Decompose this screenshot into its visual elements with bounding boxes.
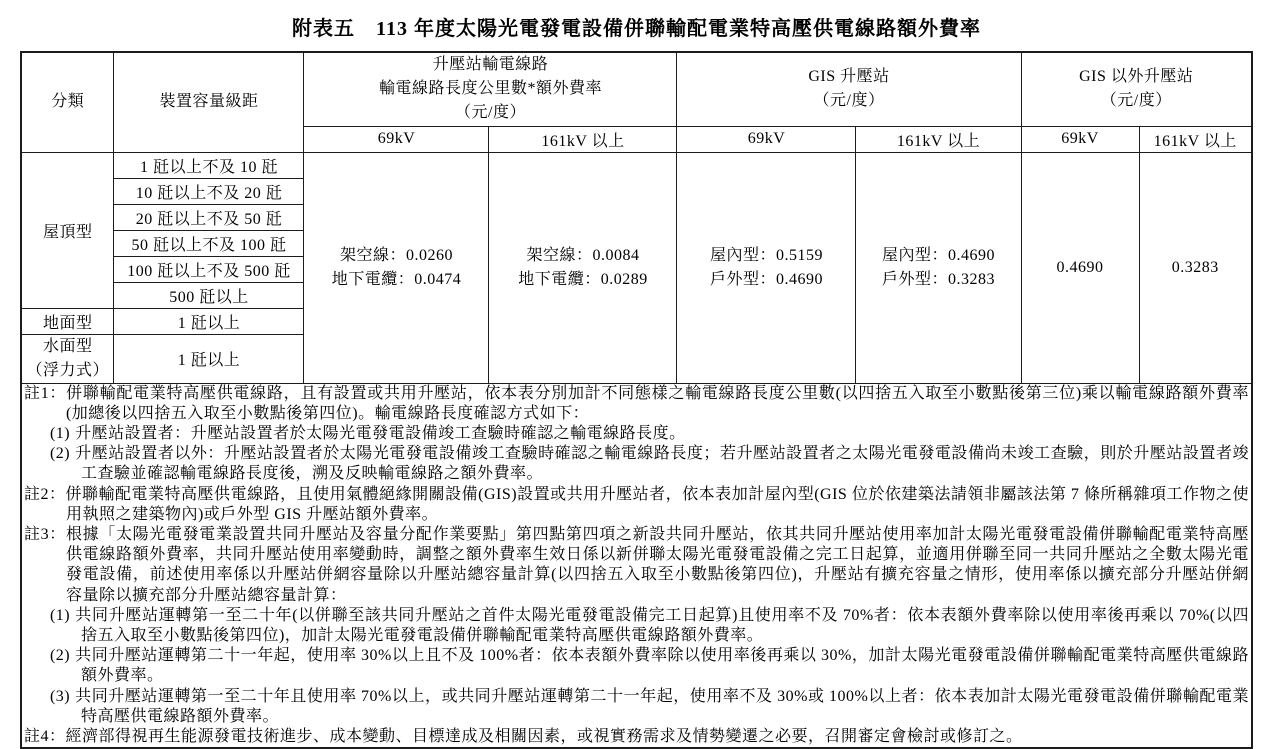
col-header-gis-substation: [677, 52, 1021, 126]
capacity-range: 500 瓩以上: [114, 282, 304, 308]
subheader-tx-161kv: 161kV 以上: [489, 126, 677, 152]
note-text: 經濟部得視再生能源發電技術進步、成本變動、目標達成及相關因素，或視實務需求及情勢變遷之必要，召開審定會檢討或修訂之。: [65, 727, 1023, 745]
col-header-capacity: 裝置容量級距: [114, 52, 304, 152]
header-line: （元/度）: [1100, 92, 1172, 110]
table-row: [21, 152, 1252, 178]
note-label: 註1：: [23, 384, 67, 402]
category-rooftop: 屋頂型: [21, 152, 114, 308]
value-line: 屋內型：0.4690: [881, 246, 995, 264]
value-tx-161kv: [489, 152, 677, 383]
note-text: 併聯輸配電業特高壓供電線路，且有設置或共用升壓站，依本表分別加計不同態樣之輸電線路長度公里數(以四捨五入取至小數點後第三位)乘以輸電線路額外費率(加總後以四捨五入取至小數點後第四位)。輸電線路長度確認方式如下：: [65, 384, 1249, 422]
capacity-range: 50 瓩以上不及 100 瓩: [114, 230, 304, 256]
note-item-text: 共同升壓站運轉第一至二十年(以併聯至該共同升壓站之首件太陽光電發電設備完工日起算)且使用率不及 70%者：依本表額外費率除以使用率後再乘以 70%(以四捨五入取至小數點後第四位)，加計太陽光電發電設備併聯輸配電業特高壓供電線路額外費率。: [75, 606, 1250, 644]
subheader-tx-69kv: 69kV: [304, 126, 489, 152]
note-3-item-3: [50, 687, 1249, 727]
value-nongis-161kv: 0.3283: [1139, 152, 1252, 383]
rate-table: [20, 51, 1253, 749]
value-line: 架空線：0.0260: [339, 246, 453, 264]
note-item-text: 升壓站設置者：升壓站設置者於太陽光電發電設備竣工查驗時確認之輸電線路長度。: [75, 424, 686, 442]
capacity-range: 20 瓩以上不及 50 瓩: [114, 204, 304, 230]
header-line: （元/度）: [813, 92, 885, 110]
note-item-label: (1): [49, 606, 71, 624]
note-1-item-1: [50, 424, 1249, 444]
note-text: 根據「太陽光電發電業設置共同升壓站及容量分配作業要點」第四點第四項之新設共同升壓站，依其共同升壓站使用率加計太陽光電發電設備併聯輸配電業特高壓供電線路額外費率，共同升壓站使用率變動時，調整之額外費率生效日係以新併聯太陽光電發電設備之完工日起算，並適用併聯至同一共同升壓站之全數太陽光電發電設備，前述使用率係以升壓站併網容量除以升壓站總容量計算(以四捨五入取至小數點後第四位)，升壓站有擴充容量之情形，使用率係以擴充部分升壓站併網容量除以擴充部分升壓站總容量計算：: [65, 525, 1250, 604]
note-label: 註3：: [23, 525, 66, 543]
capacity-range: 100 瓩以上不及 500 瓩: [114, 256, 304, 282]
value-line: 地下電纜：0.0289: [518, 270, 648, 288]
note-text: 併聯輸配電業特高壓供電線路，且使用氣體絕緣開關設備(GIS)設置或共用升壓站者，依本表加計屋內型(GIS 位於依建築法請領非屬該法第 7 條所稱雜項工作物之使用執照之建築物內)或戶外型 GIS 升壓站額外費率。: [65, 485, 1249, 523]
note-item-label: (1): [49, 424, 71, 442]
note-item-text: 共同升壓站運轉第二十一年起，使用率 30%以上且不及 100%者：依本表額外費率除以使用率後再乘以 30%，加計太陽光電發電設備併聯輸配電業特高壓供電線路額外費率。: [75, 647, 1250, 685]
notes-section: [21, 383, 1252, 748]
category-ground: 地面型: [21, 308, 114, 334]
category-line: （浮力式）: [26, 361, 109, 379]
note-1-item-2: [50, 444, 1249, 484]
value-line: 屋內型：0.5159: [709, 246, 823, 264]
note-item-text: 共同升壓站運轉第一至二十年且使用率 70%以上，或共同升壓站運轉第二十一年起，使用率不及 30%或 100%以上者：依本表加計太陽光電發電設備併聯輸配電業特高壓供電線路額外費率。: [75, 687, 1250, 725]
capacity-range: 10 瓩以上不及 20 瓩: [114, 178, 304, 204]
note-3-item-2: [50, 646, 1249, 686]
capacity-range: 1 瓩以上: [114, 334, 304, 383]
header-line: 輸電線路長度公里數*額外費率: [378, 80, 602, 98]
col-header-non-gis-substation: [1021, 52, 1252, 126]
note-4: [24, 727, 1249, 747]
category-line: 水面型: [42, 337, 93, 355]
page-title: 附表五 113 年度太陽光電發電設備併聯輸配電業特高壓供電線路額外費率: [292, 18, 981, 40]
header-line: （元/度）: [455, 104, 526, 122]
subheader-nongis-161kv: 161kV 以上: [1139, 126, 1252, 152]
note-2: [24, 485, 1249, 525]
value-gis-161kv: [856, 152, 1021, 383]
value-line: 戶外型：0.3283: [881, 270, 995, 288]
category-water: [21, 334, 114, 383]
header-group-row: [21, 52, 1252, 126]
subheader-nongis-69kv: 69kV: [1021, 126, 1139, 152]
note-item-text: 升壓站設置者以外：升壓站設置者於太陽光電發電設備竣工查驗時確認之輸電線路長度；若升壓站設置者之太陽光電發電設備尚未竣工查驗，則於升壓站設置者竣工查驗並確認輸電線路長度後，溯及反映輸電線路之額外費率。: [75, 445, 1250, 483]
capacity-range: 1 瓩以上: [114, 308, 304, 334]
capacity-range: 1 瓩以上不及 10 瓩: [114, 152, 304, 178]
subheader-gis-69kv: 69kV: [677, 126, 856, 152]
value-line: 地下電纜：0.0474: [331, 270, 462, 288]
col-header-category: 分類: [21, 52, 114, 152]
note-item-label: (2): [49, 647, 71, 665]
value-nongis-69kv: 0.4690: [1021, 152, 1139, 383]
value-gis-69kv: [677, 152, 856, 383]
value-line: 戶外型：0.4690: [709, 270, 823, 288]
note-3-item-1: [50, 606, 1249, 646]
note-1: [24, 384, 1249, 424]
header-line: GIS 升壓站: [808, 68, 890, 86]
note-label: 註2：: [23, 485, 66, 503]
subheader-gis-161kv: 161kV 以上: [856, 126, 1021, 152]
note-label: 註4：: [23, 727, 66, 745]
value-tx-69kv: [304, 152, 489, 383]
col-header-substation-line: [304, 52, 677, 126]
header-line: 升壓站輸電線路: [432, 56, 549, 74]
value-line: 架空線：0.0084: [526, 246, 640, 264]
header-line: GIS 以外升壓站: [1079, 68, 1194, 86]
note-3: [24, 525, 1249, 606]
note-item-label: (3): [49, 687, 71, 705]
note-item-label: (2): [49, 445, 71, 463]
notes-row: [21, 383, 1252, 748]
